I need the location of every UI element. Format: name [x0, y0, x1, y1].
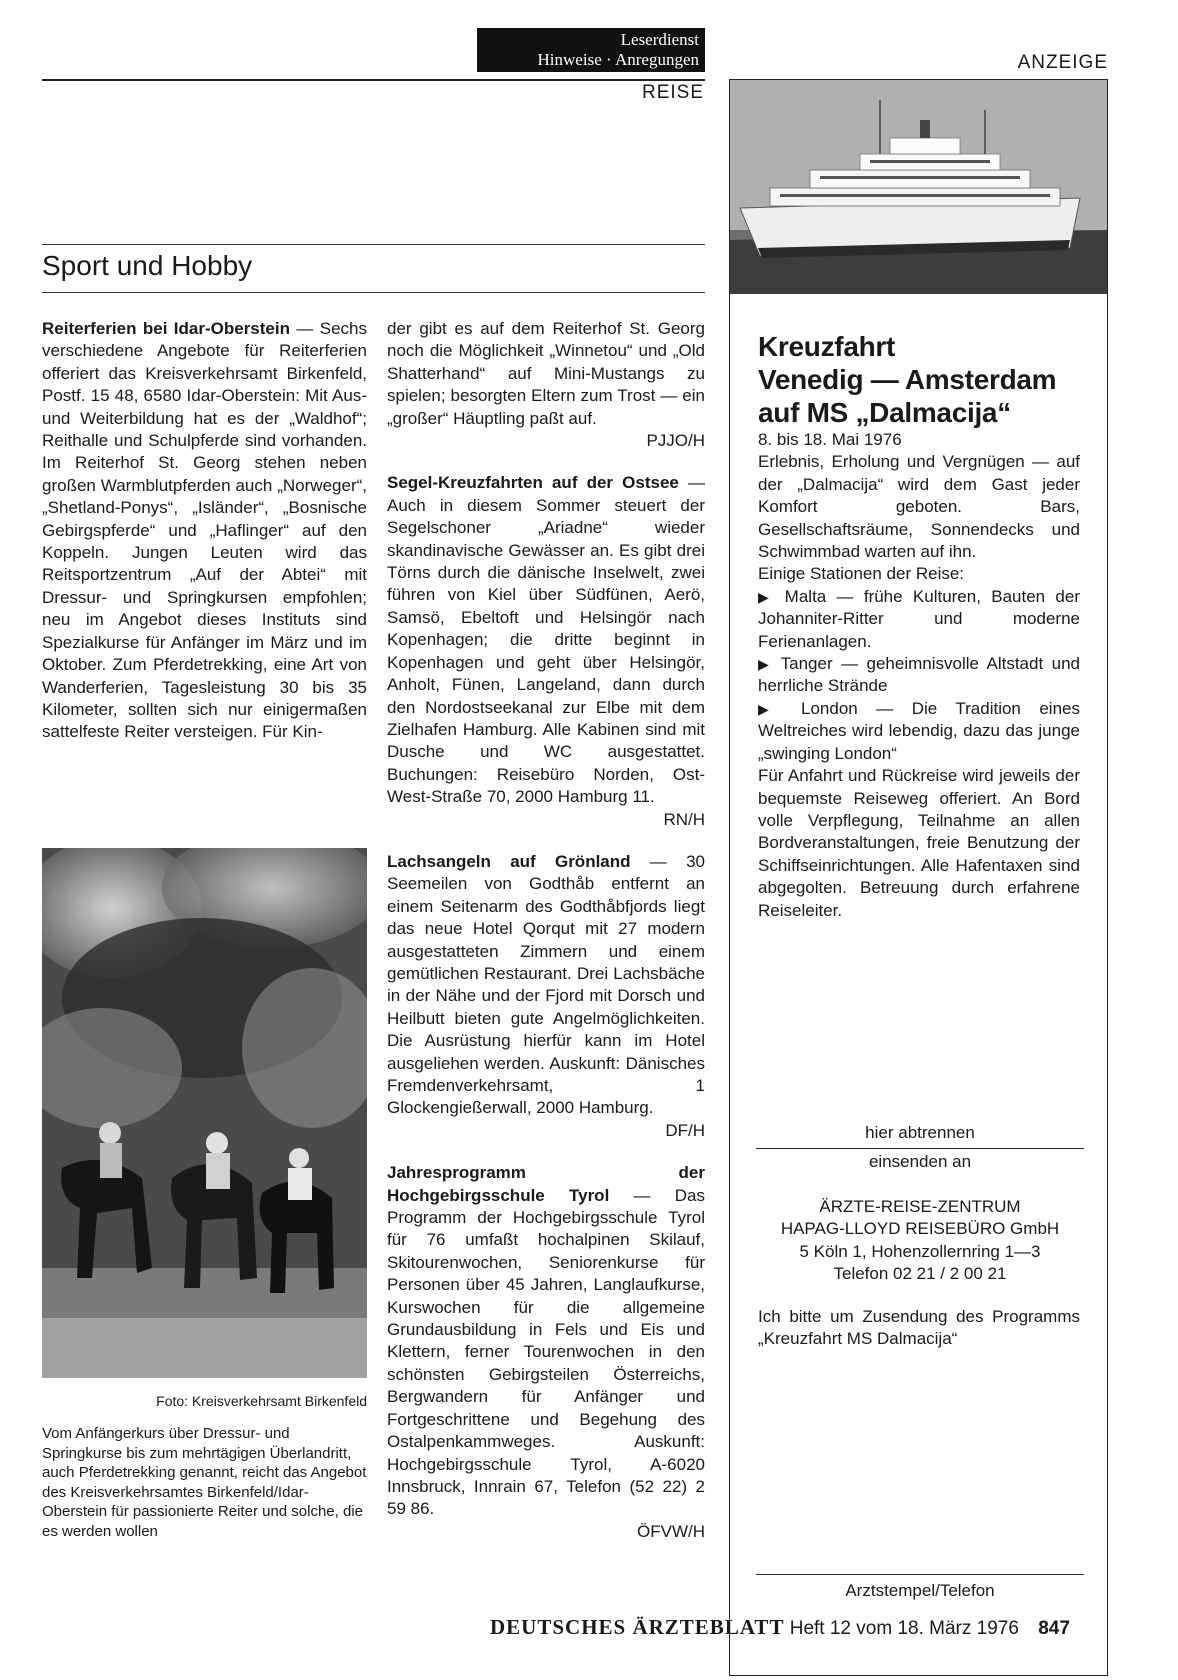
article-reiterferien-continued: der gibt es auf dem Reiterhof St. Georg noch die Möglichkeit „Winnetou“ und „Old Shatterhand“ auf Mini-Mustangs zu spielen; besorgten Eltern zum Trost — ein „großer“ Häuptling paßt auf.	[387, 319, 705, 428]
triangle-bullet-icon: ▶	[758, 656, 773, 673]
triangle-bullet-icon: ▶	[758, 588, 775, 605]
cut-line[interactable]	[756, 1148, 1084, 1149]
article-hochgebirgsschule	[387, 1162, 705, 1521]
article-text: — 30 Seemeilen von Godthåb entfernt an einem Seitenarm des Godthåbfjords liegt das neue Hotel Qorqut mit 27 modern ausgestatteten Zimmern und einem gemütlichen Restaurant. Drei Lachsbäche in der Nähe und der Fjord mit Dorsch und Heilbutt bieten gute Angelmöglichkeiten. Die Ausrüstung hierfür kann im Hotel ausgeliehen werden. Auskunft: Dänisches Fremdenverkehrsamt, 1 Glockengießerwall, 2000 Hamburg.	[387, 851, 705, 1118]
article-lachsangeln	[387, 851, 705, 1120]
ad-station: ▶ Tanger — geheimnisvolle Altstadt und herrliche Strände	[758, 654, 1080, 696]
article-signature: RN/H	[663, 809, 705, 829]
ship-photo-graphic	[730, 80, 1107, 294]
article-text: — Das Programm der Hochgebirgsschule Tyrol für 76 umfaßt hochalpinen Skilauf, Skitourenwochen, Seniorenkurse für Personen über 45 Jahren, Langlaufkurse, Kurswochen für die allgemeine Grundausbildung in Fels und Eis und Klettern, ferner Tourenwochen in den schönsten Gebirgsteilen Österreichs, Bergwandern für Anfänger und Fortgeschrittene und Begehung des Ostalpenkammweges. Auskunft: Hochgebirgsschule Tyrol, A-6020 Innsbruck, Innrain 67, Telefon (52 22) 2 59 86.	[387, 1185, 705, 1519]
ad-dates: 8. bis 18. Mai 1976	[758, 430, 902, 449]
section-rule-bottom	[42, 292, 705, 293]
ad-content	[758, 330, 1080, 922]
ad-title: Kreuzfahrt Venedig — Amsterdam auf MS „Dalmacija“	[758, 331, 1057, 428]
photo-description: Vom Anfängerkurs über Dressur- und Springkurse bis zum mehrtägigen Überlandritt, auch Pferdetrekking genannt, reicht das Angebot des Kreisverkehrsamtes Birkenfeld/Idar-Oberstein für passionierte Reiter und solche, die es werden wollen	[42, 1425, 367, 1540]
article-text: — Sechs verschiedene Angebote für Reiterferien offeriert das Kreisverkehrsamt Birkenfeld, Postf. 15 48, 6580 Idar-Oberstein: Mit Aus- und Weiterbildung hat es der „Waldhof“; Reithalle und Schulpferde sind vorhanden. Im Reiterhof St. Georg stehen neben großen Warmblutpferden auch „Norweger“, „Shetland-Ponys“, „Isländer“, „Bosnische Gebirgspferde“ und „Haflinger“ auf den Koppeln. Jungen Leuten wird das Reitsportzentrum „Auf der Abtei“ mit Dressur- und Springkursen empfohlen; neu im Angebot dieses Instituts sind Spezialkurse für Anfänger im März und im Oktober. Zum Pferdetrekking, eine Art von Wanderferien, Tagesleistung 30 bis 35 Kilometer, sollten sich nur einigermaßen sattelfeste Reiter versteigen. Für Kin-	[42, 319, 367, 742]
service-box-line2: Hinweise · Anregungen	[537, 50, 699, 69]
article-title: Jahresprogramm der Hochgebirgsschule Tyrol	[387, 1163, 705, 1205]
column-2	[387, 318, 705, 1543]
article-segel	[387, 472, 705, 808]
article-title: Reiterferien bei Idar-Oberstein	[42, 319, 290, 338]
article-signature: PJJO/H	[646, 431, 705, 451]
stamp-field-label[interactable]: Arztstempel/Telefon	[756, 1574, 1084, 1601]
article-title: Lachsangeln auf Grönland	[387, 851, 631, 871]
service-box-line1: Leserdienst	[620, 30, 699, 49]
address-block: ÄRZTE-REISE-ZENTRUM HAPAG-LLOYD REISEBÜRO GmbH 5 Köln 1, Hohenzollernring 1—3 Telefon 02 21 / 2 00 21	[780, 1197, 1060, 1284]
article-text: — Auch in diesem Sommer steuert der Segelschoner „Ariadne“ wieder skandinavische Gewässer an. Es gibt drei Törns durch die dänische Inselwelt, zwei führen von Kiel über Südfünen, Aerö, Samsö, Ebeltoft und Helsingör nach Kopenhagen; die dritte beginnt in Kopenhagen und geht über Helsingör, Anholt, Fünen, Langeland, dann durch den Nordostseekanal zur Elbe mit dem Zielhafen Hamburg. Alle Kabinen sind mit Dusche und WC ausgestattet. Buchungen: Reisebüro Norden, Ost-West-Straße 70, 2000 Hamburg 11.	[387, 473, 705, 807]
category-label: REISE	[641, 82, 704, 103]
cut-label: hier abtrennen	[865, 1123, 975, 1142]
riders-photo-graphic	[42, 848, 367, 1378]
article-signature: DF/H	[665, 1120, 705, 1140]
ad-intro: Erlebnis, Erholung und Vergnügen — auf der „Dalmacija“ wird dem Gast jeder Komfort geboten. Bars, Gesellschaftsräume, Sonnendecks und Schwimmbad warten auf ihn.	[758, 452, 1080, 562]
article-reiterferien	[42, 318, 367, 744]
ad-station: ▶ London — Die Tradition eines Weltreiches wird lebendig, dazu das junge „swinging London“	[758, 698, 1080, 763]
ad-stations-heading: Einige Stationen der Reise:	[758, 564, 965, 584]
section-rule-top	[42, 244, 705, 245]
issue-info: Heft 12 vom 18. März 1976	[789, 1618, 1019, 1639]
article-title: Segel-Kreuzfahrten auf der Ostsee	[387, 473, 679, 493]
ad-details: Für Anfahrt und Rückreise wird jeweils der bequemste Reiseweg offeriert. An Bord volle Verpflegung, Teilnahme an allen Bordveranstaltungen, freie Benutzung der Schiffseinrichtungen. Alle Hafentaxen sind abgegolten. Betreuung durch erfahrene Reiseleiter.	[758, 766, 1080, 920]
request-text: Ich bitte um Zusendung des Programms „Kreuzfahrt MS Dalmacija“	[758, 1307, 1080, 1349]
page-number: 847	[1038, 1618, 1070, 1639]
triangle-bullet-icon: ▶	[758, 700, 783, 717]
ship-photo	[730, 80, 1107, 294]
page-footer	[490, 1615, 1090, 1640]
article-signature: ÖFVW/H	[637, 1521, 705, 1541]
top-rule	[42, 79, 705, 81]
ad-label: ANZEIGE	[1017, 52, 1108, 73]
riders-photo	[42, 848, 367, 1378]
photo-caption: Foto: Kreisverkehrsamt Birkenfeld	[156, 1393, 367, 1409]
service-box	[477, 28, 705, 72]
ad-station: ▶ Malta — frühe Kulturen, Bauten der Johanniter-Ritter und moderne Ferienanlagen.	[758, 586, 1080, 651]
magazine-name: DEUTSCHES ÄRZTEBLATT	[490, 1615, 785, 1639]
section-title: Sport und Hobby	[42, 250, 253, 281]
column-1	[42, 318, 367, 744]
send-label: einsenden an	[868, 1152, 972, 1171]
